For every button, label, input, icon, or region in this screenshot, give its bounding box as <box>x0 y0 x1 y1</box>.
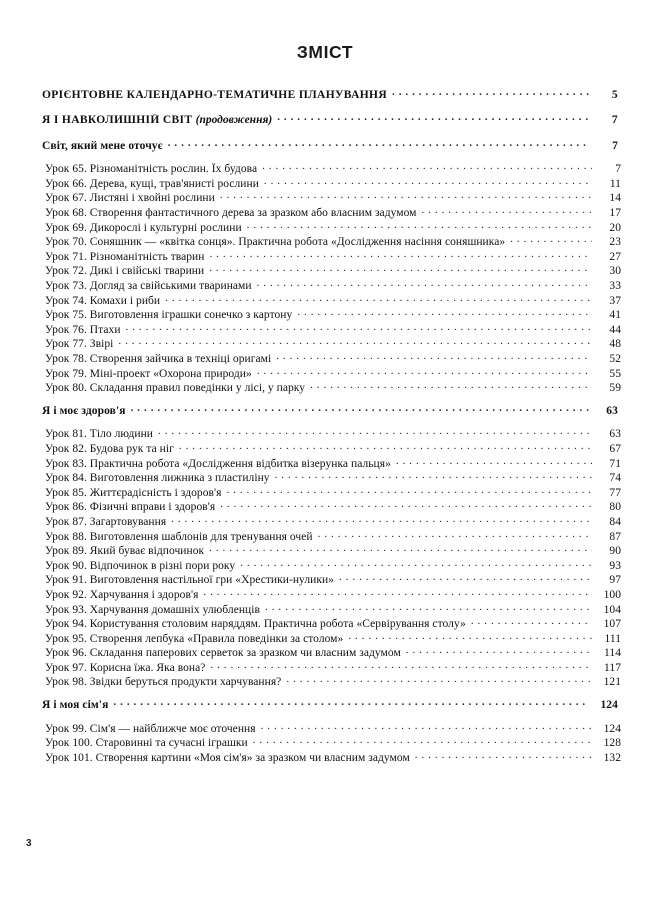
toc-page-number: 71 <box>609 457 621 470</box>
toc-row[interactable] <box>42 86 618 101</box>
toc-entry-label: Урок 76. Птахи <box>45 323 121 336</box>
toc-row[interactable] <box>42 572 621 587</box>
toc-page-number: 67 <box>609 442 621 455</box>
dot-leader <box>297 307 592 319</box>
toc-page-number: 74 <box>609 472 621 485</box>
toc-page-number: 97 <box>609 574 621 587</box>
dot-leader <box>276 351 592 363</box>
dot-leader <box>261 720 592 732</box>
toc-entry-label: Урок 92. Харчування і здоров'я <box>45 588 199 601</box>
toc-entry-label: Урок 98. Звідки беруться продукти харчування? <box>45 676 282 689</box>
toc-entry-label: Урок 97. Корисна їжа. Яка вона? <box>45 661 206 674</box>
toc-page-number: 117 <box>604 661 621 674</box>
toc-entry-label: Урок 81. Тіло людини <box>45 428 153 441</box>
toc-entry-label: Урок 84. Виготовлення лижника з пластиліну <box>45 472 270 485</box>
dot-leader <box>168 137 589 149</box>
toc-row[interactable] <box>42 205 621 220</box>
toc-entry-label: Урок 80. Складання правил поведінки у лісі, у парку <box>45 382 306 395</box>
toc-row[interactable] <box>42 278 621 293</box>
dot-leader <box>257 365 592 377</box>
toc-row[interactable] <box>42 137 618 152</box>
toc-row[interactable] <box>42 499 621 514</box>
toc-entry-label: Урок 87. Загартовування <box>45 515 167 528</box>
toc-row[interactable] <box>42 513 621 528</box>
toc-row[interactable] <box>42 616 621 631</box>
toc-page-number: 52 <box>609 353 621 365</box>
dot-leader <box>247 219 592 231</box>
toc-row[interactable] <box>42 557 621 572</box>
toc-entry-label: Я і моє здоров'я <box>42 404 126 417</box>
toc-entry-label: Урок 75. Виготовлення іграшки сонечко з картону <box>45 309 293 322</box>
toc-page-number: 5 <box>611 88 618 101</box>
dot-leader <box>226 484 592 496</box>
toc-page-number: 37 <box>609 294 621 307</box>
toc-row[interactable] <box>42 402 618 417</box>
toc-entry-label: Урок 69. Дикорослі і культурні рослини <box>45 221 242 234</box>
toc-page-number: 17 <box>609 207 621 220</box>
dot-leader <box>209 263 592 275</box>
toc-page-number: 7 <box>615 163 621 176</box>
dot-leader <box>131 402 589 414</box>
toc-page-number: 124 <box>603 722 621 735</box>
toc-page-number: 27 <box>609 250 621 263</box>
toc-entry-label: Урок 91. Виготовлення настільної гри «Хрестики-нулики» <box>45 574 334 587</box>
toc-page-number: 111 <box>604 632 621 645</box>
toc-page-number: 100 <box>603 588 621 601</box>
toc-entry-label: Урок 86. Фізичні вправи і здоров'я <box>45 501 216 514</box>
toc-entry-label: Урок 65. Різноманітність рослин. Їх будова <box>45 163 258 176</box>
toc-row[interactable] <box>42 543 621 558</box>
toc-page-number: 30 <box>609 265 621 278</box>
toc-page-number: 41 <box>609 309 621 322</box>
toc-page-number: 20 <box>609 221 621 234</box>
toc-page-number: 7 <box>612 139 618 152</box>
toc-entry-label: ОРІЄНТОВНЕ КАЛЕНДАРНО-ТЕМАТИЧНЕ ПЛАНУВАННЯ <box>42 88 387 101</box>
toc-row[interactable] <box>42 307 621 322</box>
toc-entry-label: Урок 99. Сім'я — найближче моє оточення <box>45 722 256 735</box>
toc-entry-label: Урок 78. Створення зайчика в техніці оригамі <box>45 353 272 365</box>
toc-row[interactable] <box>42 112 618 127</box>
dot-leader <box>257 278 592 290</box>
toc-page-number: 63 <box>609 428 621 441</box>
toc-entry-label: Світ, який мене оточує <box>42 139 163 152</box>
dot-leader <box>415 749 592 761</box>
toc-page-number: 14 <box>609 192 621 205</box>
dot-leader <box>118 336 592 348</box>
toc-row[interactable] <box>42 528 621 543</box>
dot-leader <box>277 112 589 124</box>
page-title: ЗМІСТ <box>296 42 354 62</box>
toc-page-number: 84 <box>609 515 621 528</box>
toc-entry-label: Урок 72. Дикі і свійські тварини <box>45 265 205 278</box>
dot-leader <box>220 499 592 511</box>
toc-row[interactable] <box>42 365 621 380</box>
toc-entry-label: Урок 96. Складання паперових серветок за зразком чи власним задумом <box>45 647 401 660</box>
toc-entry-label: Урок 88. Виготовлення шаблонів для тренування очей <box>45 530 313 543</box>
toc-entry-label: Урок 93. Харчування домашніх улюбленців <box>45 603 260 616</box>
toc-entry-label: Я і моя сім'я <box>42 699 109 712</box>
toc-page-number: 44 <box>609 323 621 336</box>
toc-page-number: 104 <box>603 603 621 616</box>
toc-entry-label: Урок 68. Створення фантастичного дерева за зразком або власним задумом <box>45 207 417 220</box>
toc-entry-label: Урок 94. Користування столовим наряддям. Практична робота «Сервірування столу» <box>45 618 466 631</box>
toc-row[interactable] <box>42 175 621 190</box>
toc-row[interactable] <box>42 440 621 455</box>
dot-leader <box>339 572 592 584</box>
toc-row[interactable] <box>42 351 621 366</box>
toc-row[interactable] <box>42 426 621 441</box>
toc-entry-label: Урок 89. Який буває відпочинок <box>45 545 205 558</box>
toc-row[interactable] <box>42 219 621 234</box>
toc-row[interactable] <box>42 674 621 689</box>
toc-entry-label: Урок 74. Комахи і риби <box>45 294 161 307</box>
toc-page-number: 93 <box>609 559 621 572</box>
dot-leader <box>165 292 592 304</box>
toc-page-number: 77 <box>609 486 621 499</box>
toc-row[interactable] <box>42 380 621 395</box>
dot-leader <box>310 380 592 392</box>
dot-leader <box>158 426 592 438</box>
toc-row[interactable] <box>42 190 621 205</box>
dot-leader <box>471 616 592 628</box>
toc-page-number: 107 <box>603 618 621 631</box>
toc-row[interactable] <box>42 321 621 336</box>
dot-leader <box>318 528 592 540</box>
toc-page-number: 87 <box>609 530 621 543</box>
toc-entry-label: Урок 83. Практична робота «Дослідження відбитка візерунка пальця» <box>45 457 391 470</box>
toc-row[interactable] <box>42 292 621 307</box>
toc-page-number: 23 <box>609 236 621 249</box>
dot-leader <box>264 175 592 187</box>
dot-leader <box>422 205 593 217</box>
dot-leader <box>265 601 592 613</box>
dot-leader <box>220 190 592 202</box>
dot-leader <box>406 645 592 657</box>
dot-leader <box>396 455 592 467</box>
toc-row[interactable] <box>42 484 621 499</box>
toc-entry-label: Урок 85. Життєрадісність і здоров'я <box>45 486 222 499</box>
toc-page-number: 59 <box>609 382 621 395</box>
toc-entry-label: Урок 95. Створення лепбука «Правила поведінки за столом» <box>45 632 344 645</box>
toc-page-number: 114 <box>604 647 621 660</box>
toc-page-number: 90 <box>609 545 621 558</box>
dot-leader <box>286 674 592 686</box>
dot-leader <box>209 543 592 555</box>
dot-leader <box>203 586 592 598</box>
dot-leader <box>171 513 592 525</box>
toc-row[interactable] <box>42 601 621 616</box>
dot-leader <box>209 248 592 260</box>
toc-page-number: 63 <box>606 404 618 417</box>
toc-row[interactable] <box>42 720 621 735</box>
toc-entry-label: Урок 82. Будова рук та ніг <box>45 442 174 455</box>
toc-entry-label-italic: (продовження) <box>195 114 273 127</box>
table-of-contents <box>42 86 621 764</box>
toc-row[interactable] <box>42 645 621 660</box>
toc-entry-label: Урок 101. Створення картини «Моя сім'я» за зразком чи власним задумом <box>45 751 410 764</box>
toc-entry-label: Урок 66. Дерева, кущі, трав'янисті рослини <box>45 177 259 190</box>
page-number-folio: 3 <box>26 838 32 849</box>
toc-page-number: 121 <box>603 676 621 689</box>
toc-row[interactable] <box>42 161 621 176</box>
toc-page-number: 11 <box>609 177 621 190</box>
dot-leader <box>392 86 589 98</box>
dot-leader <box>348 630 592 642</box>
toc-row[interactable] <box>42 248 621 263</box>
toc-entry-label: Урок 90. Відпочинок в різні пори року <box>45 559 236 572</box>
toc-row[interactable] <box>42 234 621 249</box>
toc-row[interactable] <box>42 263 621 278</box>
toc-row[interactable] <box>42 470 621 485</box>
dot-leader <box>240 557 592 569</box>
toc-entry-label: Урок 73. Догляд за свійськими тваринами <box>45 280 252 293</box>
toc-page-number: 128 <box>603 737 621 750</box>
toc-row[interactable] <box>42 630 621 645</box>
toc-row[interactable] <box>42 586 621 601</box>
toc-entry-label: Урок 71. Різноманітність тварин <box>45 250 205 263</box>
toc-row[interactable] <box>42 336 621 351</box>
dot-leader <box>262 161 592 173</box>
toc-page-number: 132 <box>603 751 621 764</box>
dot-leader <box>179 440 592 452</box>
toc-entry-label: Урок 70. Соняшник — «квітка сонця». Практична робота «Дослідження насіння соняшника» <box>45 236 506 249</box>
toc-page-number: 48 <box>609 338 621 351</box>
dot-leader <box>210 659 592 671</box>
toc-row[interactable] <box>42 749 621 764</box>
dot-leader <box>126 321 592 333</box>
toc-row[interactable] <box>42 659 621 674</box>
toc-entry-label: Урок 67. Листяні і хвойні рослини <box>45 192 215 205</box>
toc-entry-label: Урок 79. Міні-проект «Охорона природи» <box>45 367 252 380</box>
toc-row[interactable] <box>42 455 621 470</box>
dot-leader <box>253 735 592 747</box>
dot-leader <box>510 234 592 246</box>
toc-page-number: 33 <box>609 280 621 293</box>
dot-leader <box>275 470 592 482</box>
toc-row[interactable] <box>42 735 621 750</box>
toc-page-number: 124 <box>600 699 618 712</box>
toc-entry-label: Я І НАВКОЛИШНІЙ СВІТ (продовження) <box>42 114 273 127</box>
toc-entry-label: Урок 77. Звірі <box>45 338 114 351</box>
toc-row[interactable] <box>42 697 618 712</box>
toc-page-number: 80 <box>609 501 621 514</box>
toc-page-number: 55 <box>609 367 621 380</box>
dot-leader <box>113 697 589 709</box>
toc-entry-label: Урок 100. Старовинні та сучасні іграшки <box>45 737 248 750</box>
toc-page-number: 7 <box>611 114 618 127</box>
